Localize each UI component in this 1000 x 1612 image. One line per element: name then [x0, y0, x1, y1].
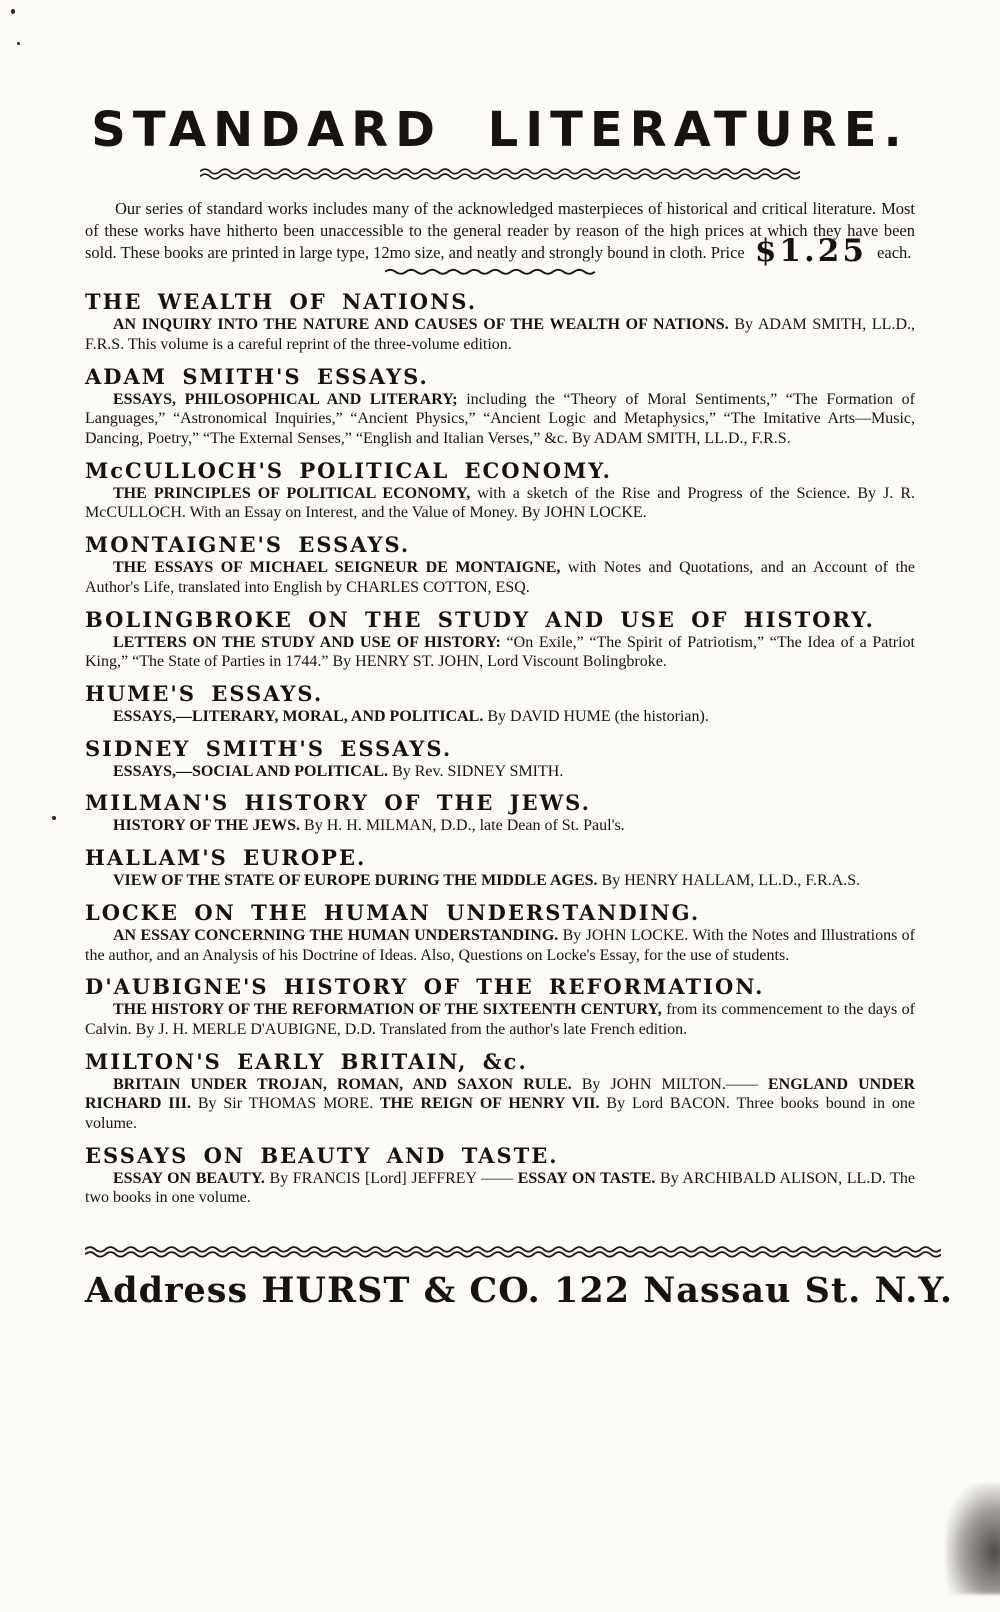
book-entry-heading: THE WEALTH OF NATIONS.: [85, 289, 478, 315]
book-entry-bolingbroke-history: [85, 606, 915, 672]
book-entry-description: LETTERS ON THE STUDY AND USE OF HISTORY: “On Exile,” “The Spirit of Patriotism,” “The Idea of a Patriot King,” “The State of Parties in 1744.” By HENRY ST. JOHN, Lord Viscount Bolingbroke.: [85, 633, 915, 671]
book-entry-heading: HUME'S ESSAYS.: [85, 680, 324, 706]
scan-artifact-dot: [11, 9, 15, 14]
scan-artifact-smudge: [946, 1484, 1000, 1594]
book-entry-description: VIEW OF THE STATE OF EUROPE DURING THE MIDDLE AGES. By HENRY HALLAM, LL.D., F.R.A.S.: [113, 872, 861, 890]
book-entry-description: HISTORY OF THE JEWS. By H. H. MILMAN, D.D., late Dean of St. Paul's.: [113, 817, 625, 835]
book-entry-description: ESSAYS,—LITERARY, MORAL, AND POLITICAL. By DAVID HUME (the historian).: [113, 707, 709, 725]
scan-artifact-dot: [17, 42, 20, 45]
book-entry-description: THE HISTORY OF THE REFORMATION OF THE SIXTEENTH CENTURY, from its commencement to the days of Calvin. By J. H. MERLE D'AUBIGNE, D.D. Translated from the author's late French edition.: [85, 1001, 915, 1038]
book-entry-heading: BOLINGBROKE ON THE STUDY AND USE OF HISTORY.: [85, 606, 875, 632]
page-content: [85, 0, 954, 1312]
footer-wavy-divider: [85, 1244, 941, 1258]
book-entry-daubignes-reformation: [85, 976, 915, 1039]
book-entry-adam-smiths-essays: [85, 363, 915, 449]
book-entry-description: BRITAIN UNDER TROJAN, ROMAN, AND SAXON RULE. By JOHN MILTON.—— ENGLAND UNDER RICHARD III. By Sir THOMAS MORE. THE REIGN OF HENRY VII. By Lord BACON. Three books bound in one volume.: [85, 1075, 916, 1132]
book-entry-heading: LOCKE ON THE HUMAN UNDERSTANDING.: [85, 899, 701, 925]
book-entry-mcculloch-political-economy: [85, 457, 915, 523]
book-entry-sidney-smiths-essays: [85, 735, 915, 782]
page-title: STANDARD LITERATURE.: [91, 102, 909, 158]
book-entry-description: ESSAYS,—SOCIAL AND POLITICAL. By Rev. SIDNEY SMITH.: [113, 762, 564, 780]
book-entry-heading: MONTAIGNE'S ESSAYS.: [85, 532, 411, 558]
book-entry-essays-on-beauty-and-taste: [85, 1142, 915, 1208]
intro-text: Our series of standard works includes many of the acknowledged masterpieces of historical and critical literature. Most of these works have hitherto been unaccessible to the general reader by reason of the high prices at which they have been sold. These books are printed in large type, 12mo size, and neatly and strongly bound in cloth. Price: [85, 199, 915, 262]
book-entry-description: AN ESSAY CONCERNING THE HUMAN UNDERSTANDING. By JOHN LOCKE. With the Notes and Illustrations of the author, and an Analysis of his Doctrine of Ideas. Also, Questions on Locke's Essay, for the use of students.: [85, 926, 915, 964]
book-entry-hallams-europe: [85, 847, 915, 891]
book-entry-montaignes-essays: [85, 534, 915, 597]
book-entry-heading: ESSAYS ON BEAUTY AND TASTE.: [85, 1142, 559, 1168]
book-list: [85, 291, 915, 1208]
price-wavy-divider: [385, 267, 595, 275]
book-entry-heading: MILMAN'S HISTORY OF THE JEWS.: [85, 790, 591, 816]
book-entry-heading: MILTON'S EARLY BRITAIN, &c.: [85, 1048, 528, 1074]
book-entry-heading: SIDNEY SMITH'S ESSAYS.: [85, 735, 453, 761]
book-entry-wealth-of-nations: [85, 291, 915, 354]
book-entry-description: ESSAYS, PHILOSOPHICAL AND LITERARY; including the “Theory of Moral Sentiments,” “The Formation of Languages,” “Astronomical Inquiries,” “Ancient Physics,” “Ancient Logic and Metaphysics,” “The Imitative Arts—Music, Dancing, Poetry,” “The External Senses,” “English and Italian Verses,” &c. By ADAM SMITH, LL.D., F.R.S.: [85, 390, 915, 448]
book-entry-description: THE ESSAYS OF MICHAEL SEIGNEUR DE MONTAIGNE, with Notes and Quotations, and an Account of the Author's Life, translated into English by CHARLES COTTON, ESQ.: [85, 559, 916, 596]
publisher-address: Address HURST & CO. 122 Nassau St. N.Y.: [85, 1270, 954, 1312]
book-entry-heading: McCULLOCH'S POLITICAL ECONOMY.: [85, 457, 612, 483]
book-entry-milmans-history-of-the-jews: [85, 792, 915, 836]
price-suffix: each.: [877, 242, 912, 262]
title-wavy-divider: [200, 166, 800, 180]
intro-paragraph: [85, 198, 915, 269]
book-entry-heading: D'AUBIGNE'S HISTORY OF THE REFORMATION.: [85, 974, 765, 1000]
book-entry-heading: ADAM SMITH'S ESSAYS.: [85, 363, 429, 389]
book-entry-description: THE PRINCIPLES OF POLITICAL ECONOMY, with a sketch of the Rise and Progress of the Science. By J. R. McCULLOCH. With an Essay on Interest, and the Value of Money. By JOHN LOCKE.: [85, 484, 915, 522]
book-entry-description: AN INQUIRY INTO THE NATURE AND CAUSES OF THE WEALTH OF NATIONS. By ADAM SMITH, LL.D., F.R.S. This volume is a careful reprint of the three-volume edition.: [85, 316, 915, 354]
book-entry-heading: HALLAM'S EUROPE.: [85, 845, 367, 871]
book-entry-locke-human-understanding: [85, 899, 915, 965]
scan-artifact-dot: [52, 816, 56, 820]
book-entry-humes-essays: [85, 680, 915, 727]
book-entry-description: ESSAY ON BEAUTY. By FRANCIS [Lord] JEFFREY —— ESSAY ON TASTE. By ARCHIBALD ALISON, LL.D. The two books in one volume.: [85, 1169, 915, 1207]
price-value: $1.25: [754, 232, 867, 269]
book-entry-miltons-early-britain: [85, 1048, 916, 1134]
wavy-rule-icon: [385, 267, 595, 275]
